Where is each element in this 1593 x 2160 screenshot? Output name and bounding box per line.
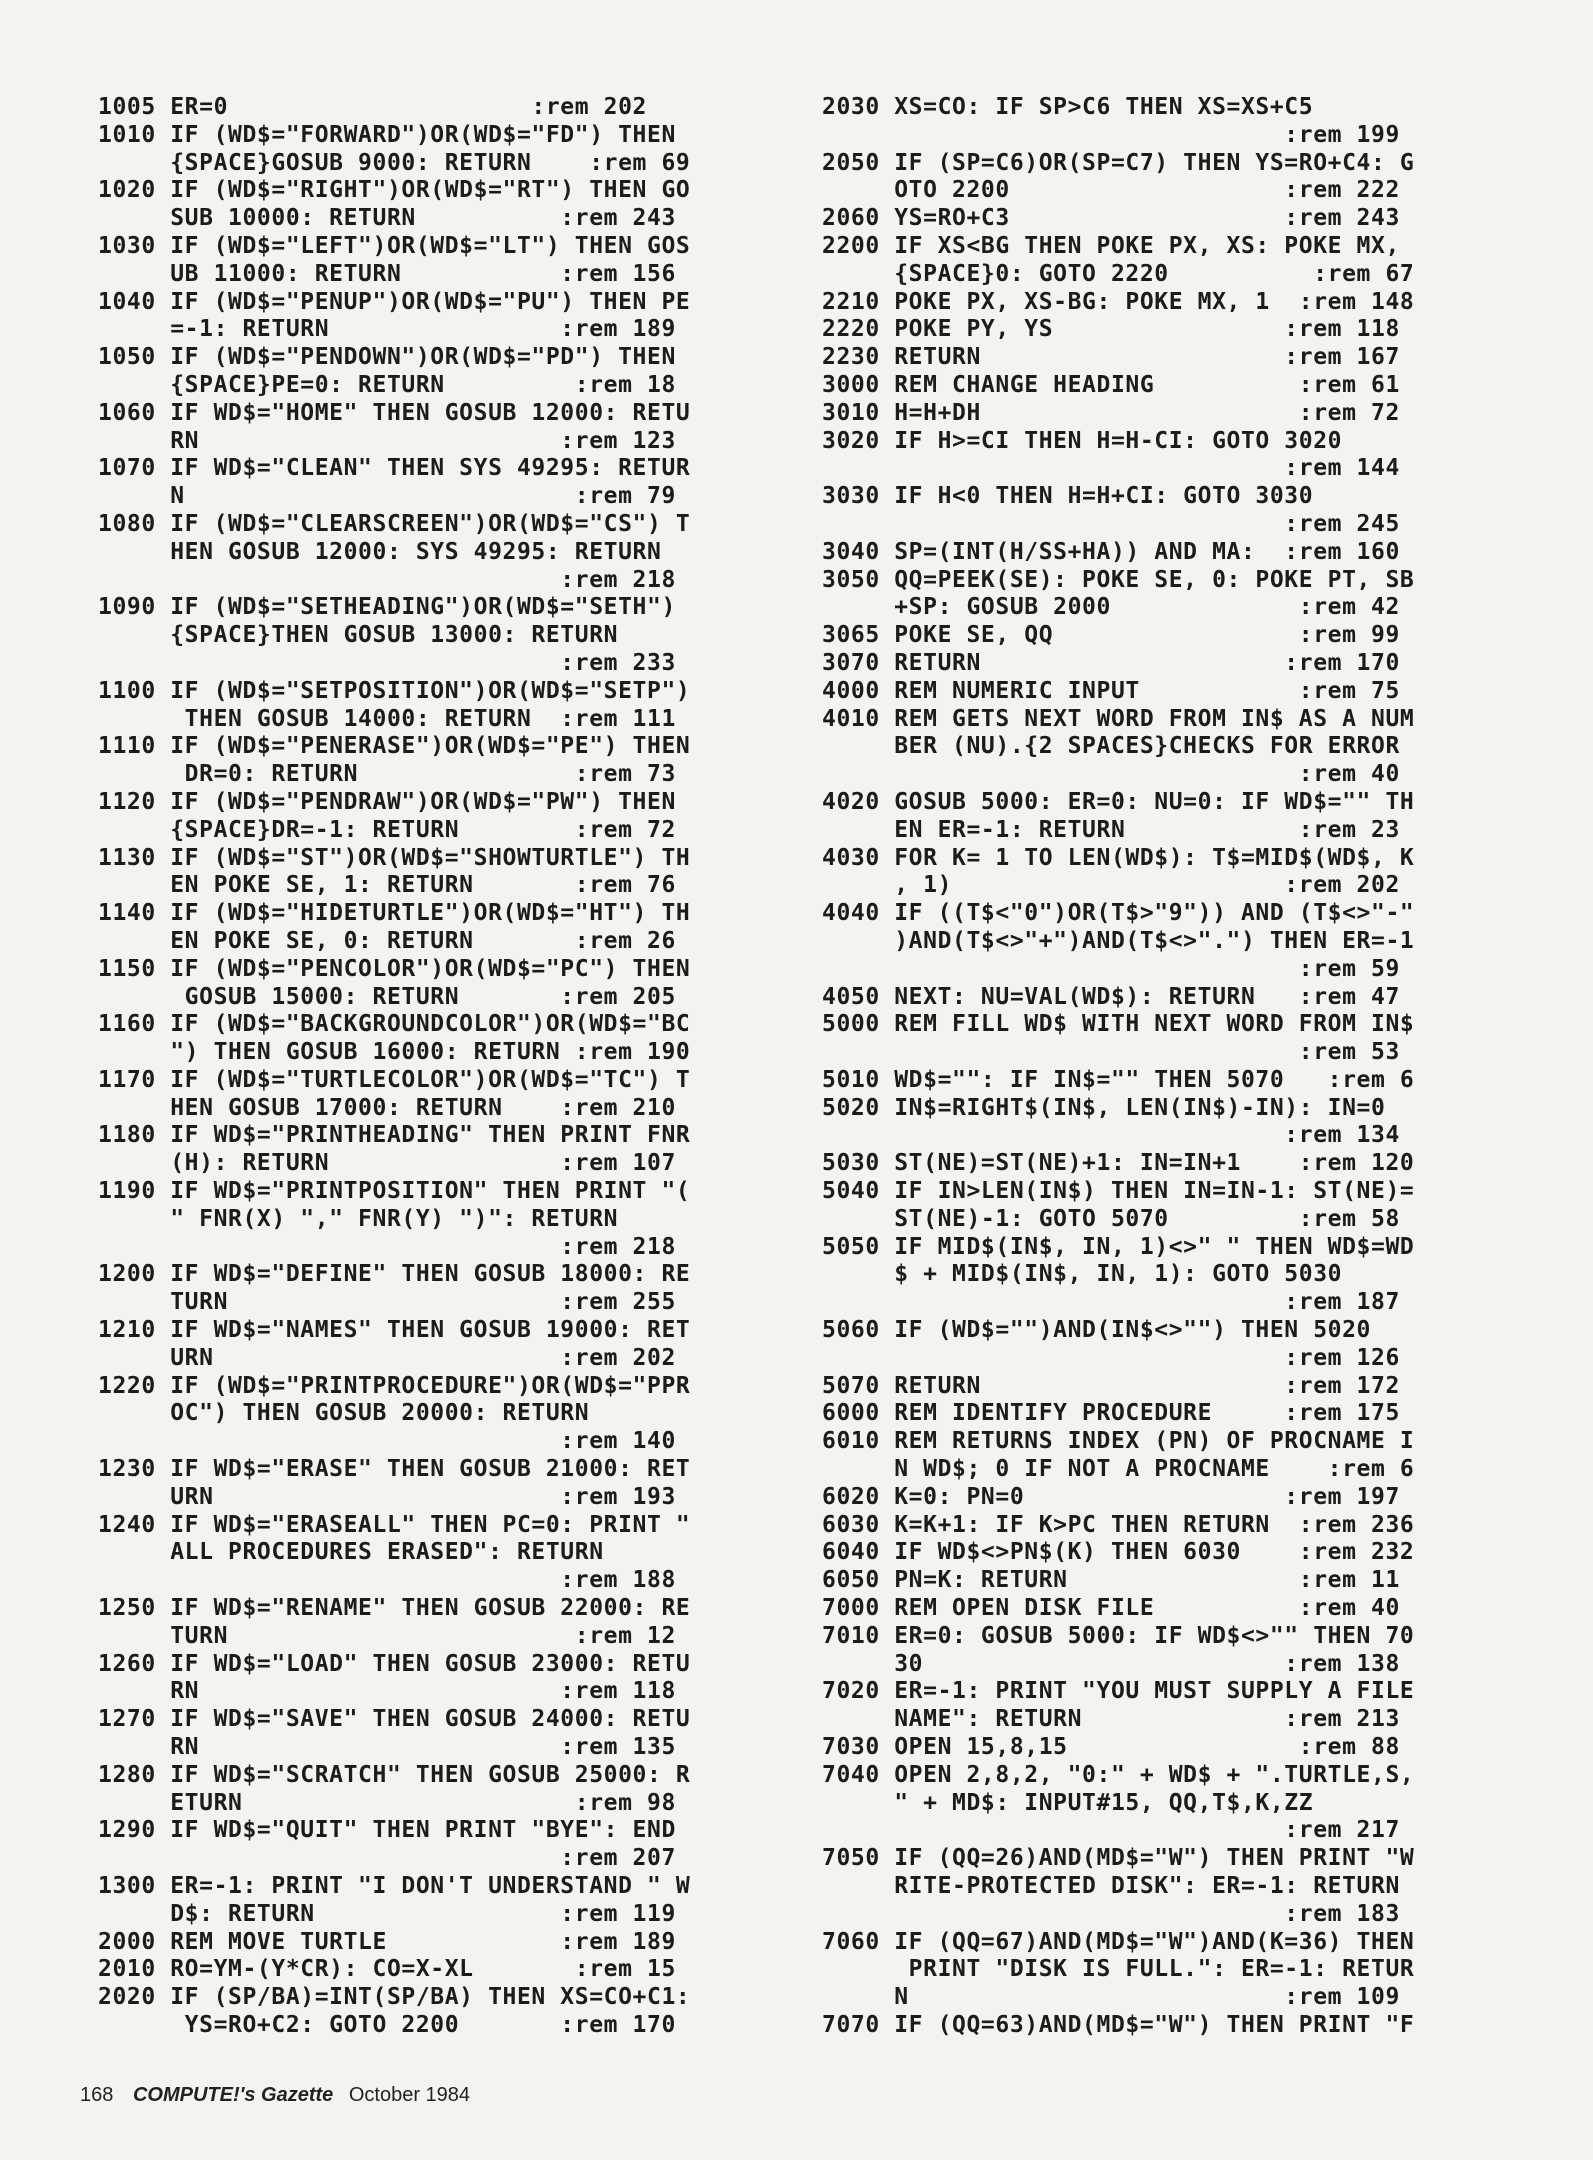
code-line: 6050 PN=K: RETURN :rem 11 [822, 1567, 1400, 1594]
code-line: :rem 59 [822, 955, 1400, 982]
code-line: 1005 ER=0 :rem 202 [98, 94, 647, 120]
code-line: 6000 REM IDENTIFY PROCEDURE :rem 175 [822, 1400, 1400, 1427]
code-line: 1230 IF WD$="ERASE" THEN GOSUB 21000: RET [98, 1456, 691, 1483]
code-line: 1110 IF (WD$="PENERASE")OR(WD$="PE") THEN [98, 733, 691, 760]
code-line: :rem 187 [822, 1289, 1400, 1316]
code-line: 4050 NEXT: NU=VAL(WD$): RETURN :rem 47 [822, 983, 1400, 1010]
code-line: 3010 H=H+DH :rem 72 [822, 399, 1400, 426]
code-line: 5000 REM FILL WD$ WITH NEXT WORD FROM IN$ [822, 1011, 1415, 1038]
code-line: 2060 YS=RO+C3 :rem 243 [822, 205, 1400, 232]
code-line: 1080 IF (WD$="CLEARSCREEN")OR(WD$="CS") T [98, 510, 691, 537]
code-line: 2010 RO=YM-(Y*CR): CO=X-XL :rem 15 [98, 1956, 676, 1983]
code-line: TURN :rem 255 [98, 1289, 676, 1316]
code-line: 1020 IF (WD$="RIGHT")OR(WD$="RT") THEN GO [98, 177, 691, 204]
code-line: 5030 ST(NE)=ST(NE)+1: IN=IN+1 :rem 120 [822, 1150, 1415, 1177]
code-line: OC") THEN GOSUB 20000: RETURN [98, 1400, 590, 1427]
code-line: ALL PROCEDURES ERASED": RETURN [98, 1539, 604, 1566]
code-line: :rem 199 [822, 121, 1400, 148]
code-line: (H): RETURN :rem 107 [98, 1150, 676, 1177]
code-line: BER (NU).{2 SPACES}CHECKS FOR ERROR [822, 733, 1400, 760]
code-line: {SPACE}0: GOTO 2220 :rem 67 [822, 260, 1415, 287]
code-line: 1240 IF WD$="ERASEALL" THEN PC=0: PRINT " [98, 1511, 691, 1538]
code-line: 1160 IF (WD$="BACKGROUNDCOLOR")OR(WD$="BC [98, 1011, 691, 1038]
code-line: 1280 IF WD$="SCRATCH" THEN GOSUB 25000: R [98, 1761, 691, 1788]
code-line: {SPACE}DR=-1: RETURN :rem 72 [98, 816, 676, 843]
code-line: RN :rem 135 [98, 1734, 676, 1761]
code-line: 1100 IF (WD$="SETPOSITION")OR(WD$="SETP") [98, 677, 691, 704]
code-line: URN :rem 193 [98, 1483, 676, 1510]
code-line: 7020 ER=-1: PRINT "YOU MUST SUPPLY A FILE [822, 1678, 1415, 1705]
code-line: :rem 218 [98, 566, 676, 593]
code-line: 3065 POKE SE, QQ :rem 99 [822, 622, 1400, 649]
code-line: :rem 53 [822, 1039, 1400, 1066]
code-line: 4010 REM GETS NEXT WORD FROM IN$ AS A NUM [822, 705, 1415, 732]
code-line: , 1) :rem 202 [822, 872, 1400, 899]
code-listing-left-column [98, 94, 690, 2040]
code-line: 4040 IF ((T$<"0")OR(T$>"9")) AND (T$<>"-" [822, 900, 1415, 927]
code-line: TURN :rem 12 [98, 1622, 676, 1649]
code-line: 2000 REM MOVE TURTLE :rem 189 [98, 1928, 676, 1955]
code-line: 1130 IF (WD$="ST")OR(WD$="SHOWTURTLE") TH [98, 844, 691, 871]
code-line: 1270 IF WD$="SAVE" THEN GOSUB 24000: RETU [98, 1706, 691, 1733]
code-line: $ + MID$(IN$, IN, 1): GOTO 5030 [822, 1261, 1343, 1288]
code-line: 7000 REM OPEN DISK FILE :rem 40 [822, 1595, 1400, 1622]
code-line: N :rem 109 [822, 1984, 1400, 2011]
code-line: 1150 IF (WD$="PENCOLOR")OR(WD$="PC") THEN [98, 955, 691, 982]
code-line: :rem 40 [822, 761, 1400, 788]
code-line: 1070 IF WD$="CLEAN" THEN SYS 49295: RETUR [98, 455, 691, 482]
issue-date: October 1984 [348, 2084, 471, 2106]
code-line: PRINT "DISK IS FULL.": ER=-1: RETUR [822, 1956, 1415, 1983]
code-line: 1040 IF (WD$="PENUP")OR(WD$="PU") THEN PE [98, 288, 691, 315]
code-line: 1220 IF (WD$="PRINTPROCEDURE")OR(WD$="PPR [98, 1372, 691, 1399]
code-line: 2210 POKE PX, XS-BG: POKE MX, 1 :rem 148 [822, 288, 1415, 315]
code-line: RN :rem 118 [98, 1678, 676, 1705]
code-line: 5040 IF IN>LEN(IN$) THEN IN=IN-1: ST(NE)= [822, 1178, 1415, 1205]
code-line: 5050 IF MID$(IN$, IN, 1)<>" " THEN WD$=WD [822, 1233, 1415, 1260]
code-line: :rem 140 [98, 1428, 676, 1455]
code-line: 1300 ER=-1: PRINT "I DON'T UNDERSTAND " W [98, 1873, 691, 1899]
code-line: 2030 XS=CO: IF SP>C6 THEN XS=XS+C5 [822, 94, 1314, 120]
code-line: +SP: GOSUB 2000 :rem 42 [822, 594, 1400, 621]
code-line: ST(NE)-1: GOTO 5070 :rem 58 [822, 1205, 1400, 1232]
code-line: D$: RETURN :rem 119 [98, 1900, 676, 1927]
code-line: 6020 K=0: PN=0 :rem 197 [822, 1483, 1400, 1510]
magazine-title: COMPUTE!'s Gazette [132, 2084, 334, 2106]
code-line: 1250 IF WD$="RENAME" THEN GOSUB 22000: RE [98, 1595, 691, 1622]
code-line: 7050 IF (QQ=26)AND(MD$="W") THEN PRINT "W [822, 1845, 1415, 1872]
code-line: 5020 IN$=RIGHT$(IN$, LEN(IN$)-IN): IN=0 [822, 1094, 1386, 1121]
code-line: 2220 POKE PY, YS :rem 118 [822, 316, 1400, 343]
code-line: 1120 IF (WD$="PENDRAW")OR(WD$="PW") THEN [98, 788, 676, 815]
code-line: UB 11000: RETURN :rem 156 [98, 260, 676, 287]
code-line: {SPACE}THEN GOSUB 13000: RETURN [98, 622, 619, 649]
code-line: 1190 IF WD$="PRINTPOSITION" THEN PRINT "( [98, 1178, 691, 1205]
code-line: 3000 REM CHANGE HEADING :rem 61 [822, 371, 1400, 398]
code-line: EN POKE SE, 0: RETURN :rem 26 [98, 927, 676, 954]
code-line: EN POKE SE, 1: RETURN :rem 76 [98, 872, 676, 899]
code-line: =-1: RETURN :rem 189 [98, 316, 676, 343]
code-line: 6030 K=K+1: IF K>PC THEN RETURN :rem 236 [822, 1511, 1415, 1538]
code-line: )AND(T$<>"+")AND(T$<>".") THEN ER=-1 [822, 927, 1415, 954]
code-line: :rem 144 [822, 455, 1400, 482]
code-line: 7070 IF (QQ=63)AND(MD$="W") THEN PRINT "F [822, 2011, 1415, 2038]
code-line: 1060 IF WD$="HOME" THEN GOSUB 12000: RETU [98, 399, 691, 426]
code-line: 1030 IF (WD$="LEFT")OR(WD$="LT") THEN GOS [98, 232, 691, 259]
code-line: 1210 IF WD$="NAMES" THEN GOSUB 19000: RET [98, 1317, 691, 1344]
code-line: 1180 IF WD$="PRINTHEADING" THEN PRINT FNR [98, 1122, 691, 1149]
code-line: 3040 SP=(INT(H/SS+HA)) AND MA: :rem 160 [822, 538, 1400, 565]
code-line: OTO 2200 :rem 222 [822, 177, 1400, 204]
code-line: 1200 IF WD$="DEFINE" THEN GOSUB 18000: RE [98, 1261, 691, 1288]
code-line: 6010 REM RETURNS INDEX (PN) OF PROCNAME I [822, 1428, 1415, 1455]
page-number: 168 [80, 2084, 114, 2106]
code-line: 1290 IF WD$="QUIT" THEN PRINT "BYE": END [98, 1817, 676, 1844]
code-line: 7030 OPEN 15,8,15 :rem 88 [822, 1734, 1400, 1761]
code-line: :rem 217 [822, 1817, 1400, 1844]
code-line: 3030 IF H<0 THEN H=H+CI: GOTO 3030 [822, 483, 1314, 510]
code-line: 1010 IF (WD$="FORWARD")OR(WD$="FD") THEN [98, 121, 676, 148]
code-line: 1170 IF (WD$="TURTLECOLOR")OR(WD$="TC") T [98, 1066, 691, 1093]
code-listing-right-column [822, 94, 1414, 2040]
page-footer [80, 2084, 470, 2107]
code-line: 30 :rem 138 [822, 1650, 1400, 1677]
code-line: RITE-PROTECTED DISK": ER=-1: RETURN [822, 1873, 1400, 1899]
code-line: 2200 IF XS<BG THEN POKE PX, XS: POKE MX, [822, 232, 1400, 259]
code-line: 1050 IF (WD$="PENDOWN")OR(WD$="PD") THEN [98, 344, 676, 371]
code-line: THEN GOSUB 14000: RETURN :rem 111 [98, 705, 676, 732]
code-line: ETURN :rem 98 [98, 1789, 676, 1816]
code-line: DR=0: RETURN :rem 73 [98, 761, 676, 788]
code-line: {SPACE}PE=0: RETURN :rem 18 [98, 371, 676, 398]
code-line: 4030 FOR K= 1 TO LEN(WD$): T$=MID$(WD$, K [822, 844, 1415, 871]
code-line: GOSUB 15000: RETURN :rem 205 [98, 983, 676, 1010]
code-line: 6040 IF WD$<>PN$(K) THEN 6030 :rem 232 [822, 1539, 1415, 1566]
code-line: SUB 10000: RETURN :rem 243 [98, 205, 676, 232]
code-line: :rem 233 [98, 649, 676, 676]
code-line: RN :rem 123 [98, 427, 676, 454]
code-line: " FNR(X) "," FNR(Y) ")": RETURN [98, 1205, 619, 1232]
code-line: :rem 183 [822, 1900, 1400, 1927]
code-line: 3070 RETURN :rem 170 [822, 649, 1400, 676]
code-line: URN :rem 202 [98, 1344, 676, 1371]
code-line: 5060 IF (WD$="")AND(IN$<>"") THEN 5020 [822, 1317, 1371, 1344]
code-line: :rem 126 [822, 1344, 1400, 1371]
code-line: 2050 IF (SP=C6)OR(SP=C7) THEN YS=RO+C4: G [822, 149, 1415, 176]
code-line: 7010 ER=0: GOSUB 5000: IF WD$<>"" THEN 70 [822, 1622, 1415, 1649]
code-line: " + MD$: INPUT#15, QQ,T$,K,ZZ [822, 1789, 1314, 1816]
code-line: 4020 GOSUB 5000: ER=0: NU=0: IF WD$="" TH [822, 788, 1415, 815]
code-line: 5070 RETURN :rem 172 [822, 1372, 1400, 1399]
code-line: 1260 IF WD$="LOAD" THEN GOSUB 23000: RETU [98, 1650, 691, 1677]
code-line: ") THEN GOSUB 16000: RETURN :rem 190 [98, 1039, 691, 1066]
code-line: :rem 134 [822, 1122, 1400, 1149]
code-line: 4000 REM NUMERIC INPUT :rem 75 [822, 677, 1400, 704]
code-line: :rem 207 [98, 1845, 676, 1872]
code-line: 1090 IF (WD$="SETHEADING")OR(WD$="SETH") [98, 594, 676, 621]
code-line: :rem 188 [98, 1567, 676, 1594]
code-line: EN ER=-1: RETURN :rem 23 [822, 816, 1400, 843]
code-line: 1140 IF (WD$="HIDETURTLE")OR(WD$="HT") TH [98, 900, 691, 927]
code-line: HEN GOSUB 17000: RETURN :rem 210 [98, 1094, 676, 1121]
code-line: HEN GOSUB 12000: SYS 49295: RETURN [98, 538, 662, 565]
code-line: 7060 IF (QQ=67)AND(MD$="W")AND(K=36) THEN [822, 1928, 1415, 1955]
code-line: YS=RO+C2: GOTO 2200 :rem 170 [98, 2011, 676, 2038]
code-line: N :rem 79 [98, 483, 676, 510]
code-line: 2230 RETURN :rem 167 [822, 344, 1400, 371]
code-line: N WD$; 0 IF NOT A PROCNAME :rem 6 [822, 1456, 1415, 1483]
code-line: {SPACE}GOSUB 9000: RETURN :rem 69 [98, 149, 691, 176]
code-line: :rem 245 [822, 510, 1400, 537]
code-line: :rem 218 [98, 1233, 676, 1260]
code-line: 2020 IF (SP/BA)=INT(SP/BA) THEN XS=CO+C1: [98, 1984, 691, 2011]
code-line: 3020 IF H>=CI THEN H=H-CI: GOTO 3020 [822, 427, 1343, 454]
code-line: 5010 WD$="": IF IN$="" THEN 5070 :rem 6 [822, 1066, 1415, 1093]
code-line: NAME": RETURN :rem 213 [822, 1706, 1400, 1733]
code-line: 3050 QQ=PEEK(SE): POKE SE, 0: POKE PT, SB [822, 566, 1415, 593]
code-line: 7040 OPEN 2,8,2, "0:" + WD$ + ".TURTLE,S, [822, 1761, 1415, 1788]
